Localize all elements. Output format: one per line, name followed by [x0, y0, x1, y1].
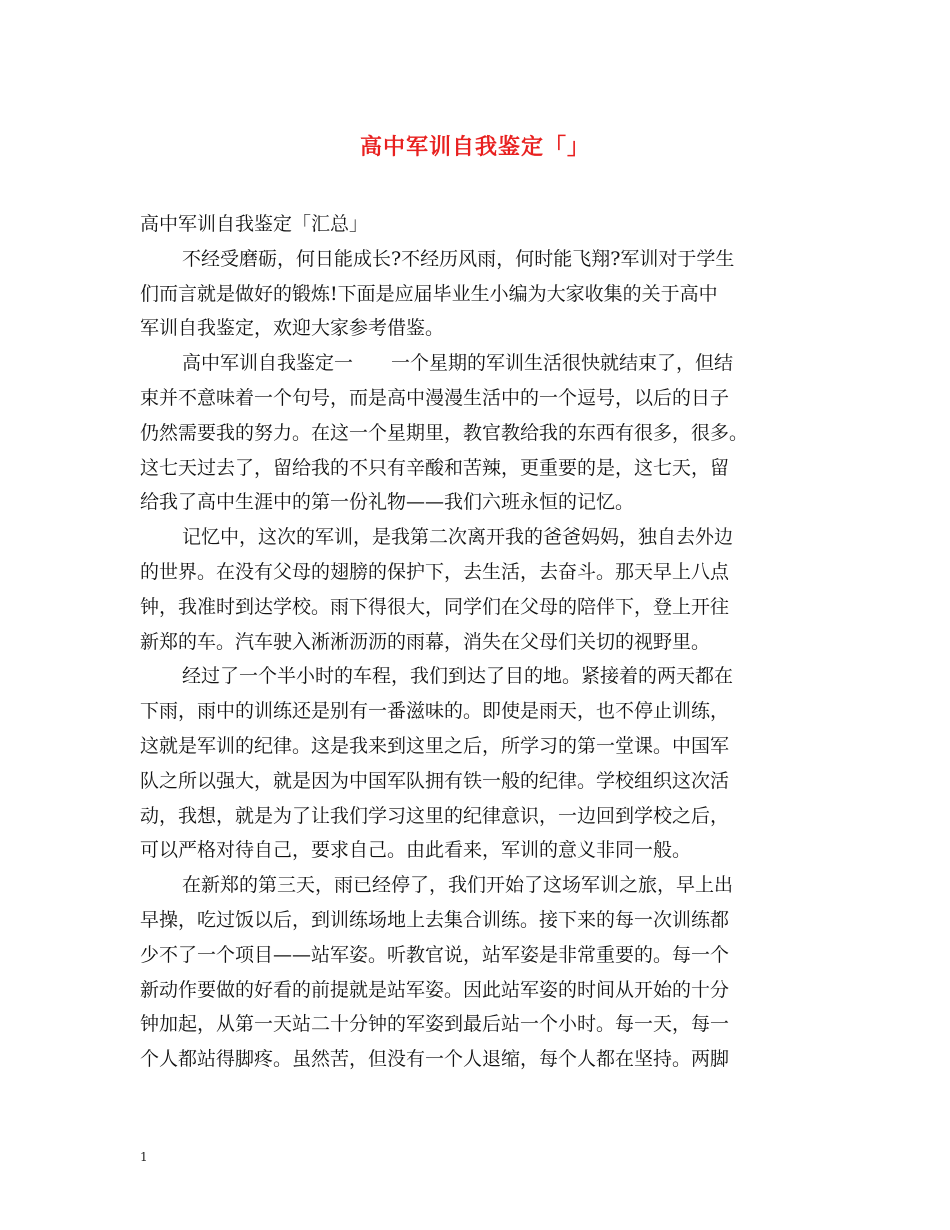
text-line: 钟加起，从第一天站二十分钟的军姿到最后站一个小时。每一天，每一 — [140, 1013, 730, 1036]
text-line: 束并不意味着一个句号，而是高中漫漫生活中的一个逗号，以后的日子 — [140, 386, 730, 409]
text-line: 这就是军训的纪律。这是我来到这里之后，所学习的第一堂课。中国军 — [140, 734, 730, 757]
text-line: 记忆中，这次的军训，是我第二次离开我的爸爸妈妈，独自去外边 — [182, 526, 734, 549]
text-line: 新动作要做的好看的前提就是站军姿。因此站军姿的时间从开始的十分 — [140, 978, 730, 1001]
text-line: 这七天过去了，留给我的不只有辛酸和苦辣，更重要的是，这七天，留 — [140, 456, 730, 479]
text-line: 少不了一个项目——站军姿。听教官说，站军姿是非常重要的。每一个 — [140, 943, 730, 966]
text-line: 在新郑的第三天，雨已经停了，我们开始了这场军训之旅，早上出 — [182, 874, 734, 897]
text-line: 仍然需要我的努力。在这一个星期里，教官教给我的东西有很多，很多。 — [140, 421, 749, 444]
text-line: 高中军训自我鉴定「汇总」 — [140, 213, 369, 235]
document-body — [140, 207, 825, 1077]
text-line: 军训自我鉴定，欢迎大家参考借鉴。 — [140, 317, 445, 340]
text-line: 钟，我准时到达学校。雨下得很大，同学们在父母的陪伴下，登上开往 — [140, 595, 730, 618]
page-number: 1 — [140, 1150, 148, 1164]
document-title: 高中军训自我鉴定「」 — [359, 134, 590, 160]
text-line: 不经受磨砺，何日能成长?不经历风雨，何时能飞翔?军训对于学生 — [182, 247, 735, 270]
text-line: 队之所以强大，就是因为中国军队拥有铁一般的纪律。学校组织这次活 — [140, 769, 730, 792]
text-line: 给我了高中生涯中的第一份礼物——我们六班永恒的记忆。 — [140, 491, 635, 514]
text-line: 动，我想，就是为了让我们学习这里的纪律意识，一边回到学校之后， — [140, 804, 730, 827]
text-line: 早操，吃过饭以后，到训练场地上去集合训练。接下来的每一次训练都 — [140, 908, 730, 931]
text-line: 下雨，雨中的训练还是别有一番滋味的。即使是雨天，也不停止训练， — [140, 700, 730, 723]
text-line: 经过了一个半小时的车程，我们到达了目的地。紧接着的两天都在 — [182, 665, 734, 688]
text-line: 新郑的车。汽车驶入淅淅沥沥的雨幕，消失在父母们关切的视野里。 — [140, 630, 711, 653]
text-line: 们而言就是做好的锻炼!下面是应届毕业生小编为大家收集的关于高中 — [140, 282, 718, 305]
text-line: 个人都站得脚疼。虽然苦，但没有一个人退缩，每个人都在坚持。两脚 — [140, 1048, 730, 1071]
text-line: 高中军训自我鉴定一 一个星期的军训生活很快就结束了，但结 — [182, 352, 734, 375]
text-line: 可以严格对待自己，要求自己。由此看来，军训的意义非同一般。 — [140, 839, 692, 862]
text-line: 的世界。在没有父母的翅膀的保护下，去生活，去奋斗。那天早上八点 — [140, 560, 730, 583]
